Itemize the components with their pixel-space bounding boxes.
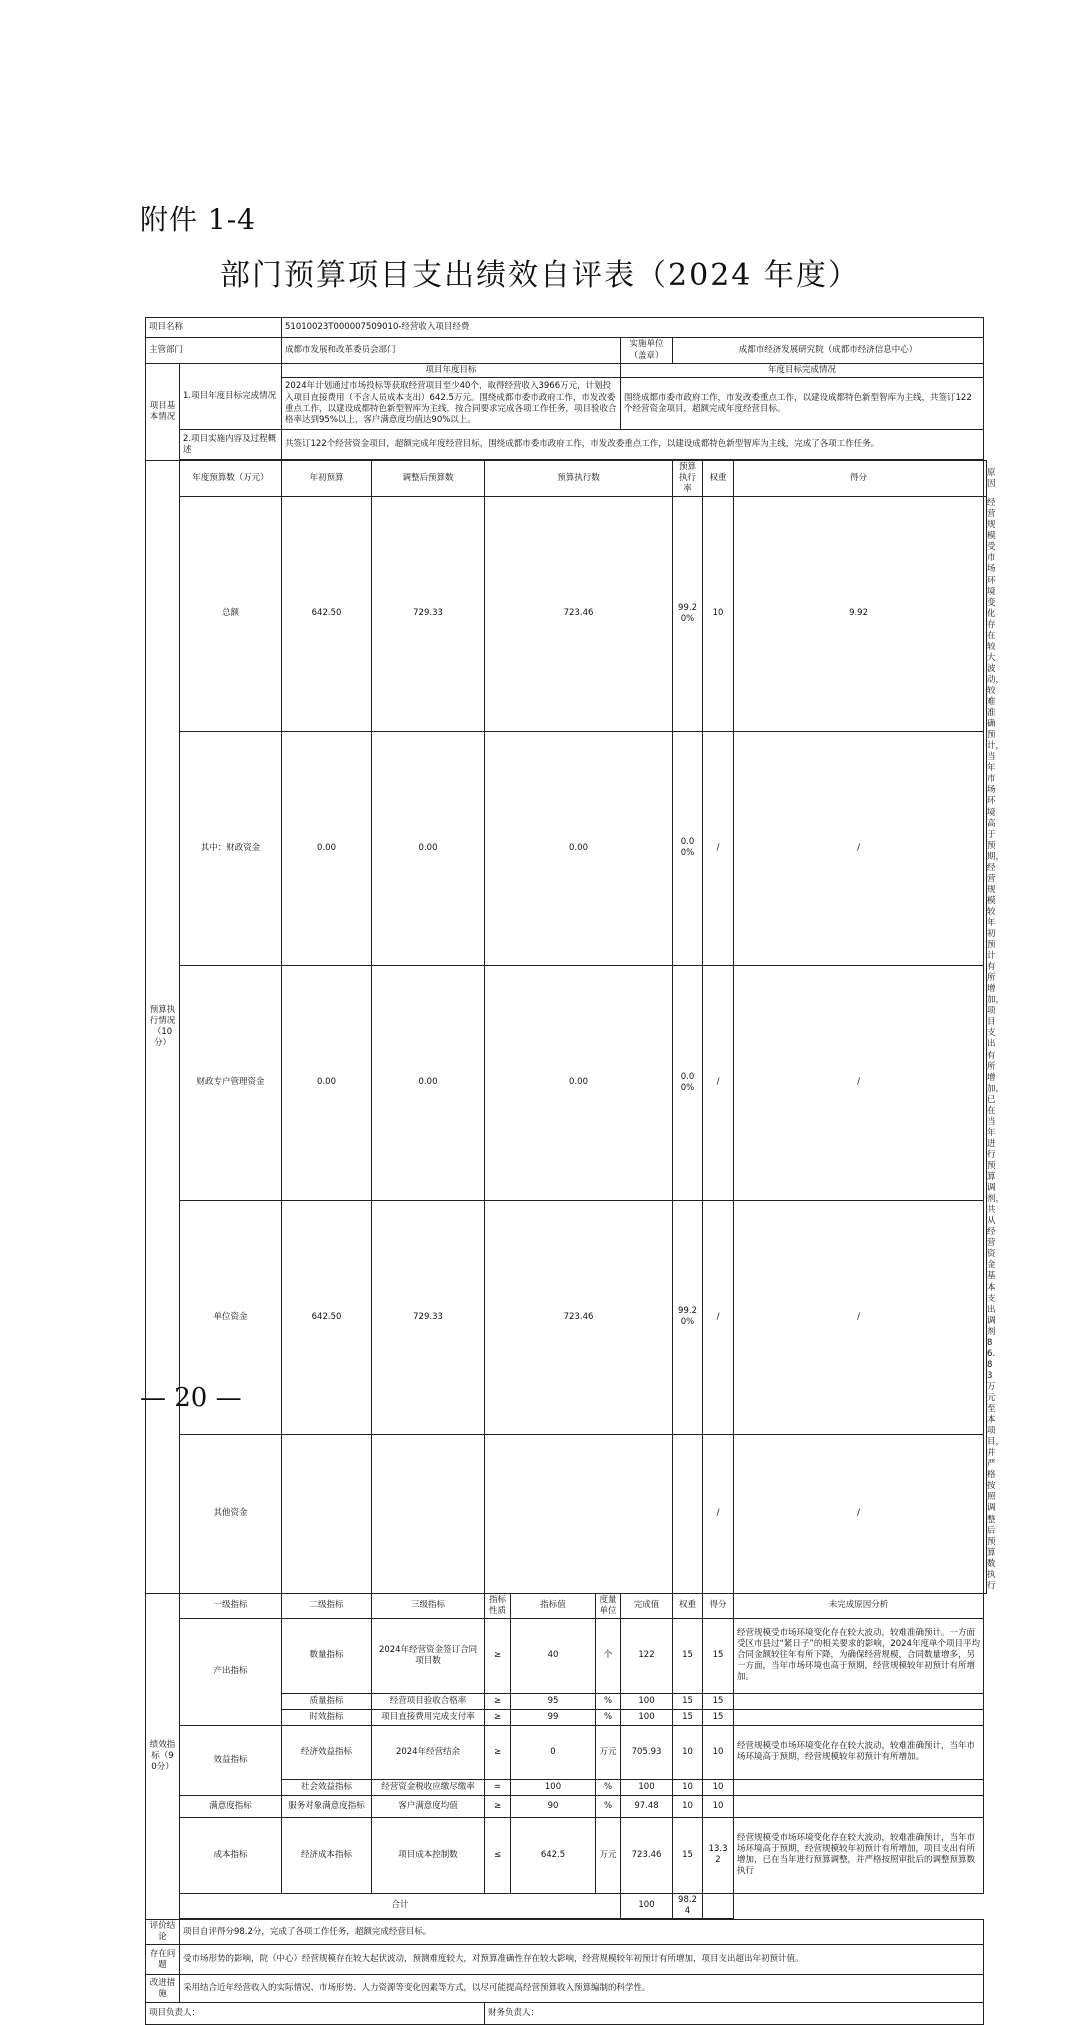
budget-row-other bbox=[146, 1434, 987, 1593]
budget-row-name: 其他资金 bbox=[180, 1434, 282, 1593]
perf-score: 13.32 bbox=[703, 1817, 734, 1893]
budget-rate bbox=[673, 1434, 703, 1593]
perf-level3: 2024年经营结余 bbox=[372, 1725, 485, 1779]
perf-op: ≤ bbox=[485, 1817, 511, 1893]
perf-actual: 723.46 bbox=[621, 1817, 673, 1893]
perf-unit: 万元 bbox=[596, 1817, 621, 1893]
perf-weight: 15 bbox=[673, 1618, 703, 1693]
project-lead-signature: 项目负责人： bbox=[146, 2003, 485, 2025]
perf-total-score: 98.24 bbox=[673, 1893, 703, 1918]
budget-score: / bbox=[734, 731, 984, 965]
perf-level2: 经济效益指标 bbox=[282, 1725, 372, 1779]
perf-op: ≥ bbox=[485, 1709, 511, 1725]
perf-header: 二级指标 bbox=[282, 1593, 372, 1618]
perf-unit: 万元 bbox=[596, 1725, 621, 1779]
budget-weight: / bbox=[703, 731, 734, 965]
perf-header: 三级指标 bbox=[372, 1593, 485, 1618]
budget-executed: 0.00 bbox=[485, 966, 673, 1200]
basic-row2-value: 共签订122个经营资金项目，超额完成年度经营目标，围绕成都市委市政府工作，市发改委重点工作，以建设成都特色新型智库为主线，完成了各项工作任务。 bbox=[282, 430, 984, 460]
improvements-label: 改进措施 bbox=[146, 1975, 180, 2003]
budget-initial: 0.00 bbox=[282, 966, 372, 1200]
budget-rate: 99.20% bbox=[673, 497, 703, 731]
perf-target: 95 bbox=[511, 1693, 596, 1709]
perf-unit: 个 bbox=[596, 1618, 621, 1693]
basic-row1-completion: 围绕成都市委市政府工作，市发改委重点工作，以建设成都特色新型智库为主线，共签订122个经营资金项目，超额完成年度经营目标。 bbox=[621, 378, 984, 430]
budget-row-name: 总额 bbox=[180, 497, 282, 731]
perf-reason bbox=[734, 1779, 984, 1795]
perf-level2: 社会效益指标 bbox=[282, 1779, 372, 1795]
perf-level1-satisfaction: 满意度指标 bbox=[180, 1795, 282, 1817]
impl-unit-value: 成都市经济发展研究院（成都市经济信息中心） bbox=[673, 338, 984, 364]
row-project-name bbox=[146, 318, 987, 338]
budget-executed: 723.46 bbox=[485, 1200, 673, 1434]
perf-target: 642.5 bbox=[511, 1817, 596, 1893]
row-perf-headers bbox=[146, 1593, 987, 1618]
perf-weight: 10 bbox=[673, 1725, 703, 1779]
budget-header: 权重 bbox=[703, 461, 734, 497]
perf-target: 99 bbox=[511, 1709, 596, 1725]
budget-row-fiscal bbox=[146, 731, 987, 965]
budget-initial: 0.00 bbox=[282, 731, 372, 965]
budget-row-special bbox=[146, 966, 987, 1200]
budget-adjusted: 729.33 bbox=[372, 1200, 485, 1434]
project-name-value: 51010023T000007509010-经营收入项目经费 bbox=[282, 318, 984, 338]
basic-row2-label: 2.项目实施内容及过程概述 bbox=[180, 430, 282, 460]
budget-row-total bbox=[146, 497, 987, 731]
budget-weight: / bbox=[703, 1434, 734, 1593]
budget-rate: 99.20% bbox=[673, 1200, 703, 1434]
perf-level2: 服务对象满意度指标 bbox=[282, 1795, 372, 1817]
perf-level3: 经营项目验收合格率 bbox=[372, 1693, 485, 1709]
perf-header: 完成值 bbox=[621, 1593, 673, 1618]
budget-header: 得分 bbox=[734, 461, 984, 497]
perf-score: 15 bbox=[703, 1693, 734, 1709]
perf-score: 10 bbox=[703, 1725, 734, 1779]
perf-weight: 10 bbox=[673, 1795, 703, 1817]
perf-weight: 15 bbox=[673, 1817, 703, 1893]
budget-header: 预算执行率 bbox=[673, 461, 703, 497]
perf-header: 得分 bbox=[703, 1593, 734, 1618]
row-basic-headers bbox=[146, 364, 987, 378]
budget-adjusted: 0.00 bbox=[372, 731, 485, 965]
row-department bbox=[146, 338, 987, 364]
perf-header: 权重 bbox=[673, 1593, 703, 1618]
budget-header: 预算执行数 bbox=[485, 461, 673, 497]
perf-level2: 经济成本指标 bbox=[282, 1817, 372, 1893]
perf-header: 指标性质 bbox=[485, 1593, 511, 1618]
budget-score: / bbox=[734, 1434, 984, 1593]
perf-unit: % bbox=[596, 1795, 621, 1817]
row-signatures bbox=[146, 2003, 987, 2025]
row-improvements bbox=[146, 1975, 987, 2003]
perf-target: 100 bbox=[511, 1779, 596, 1795]
perf-level1-benefit: 效益指标 bbox=[180, 1725, 282, 1795]
perf-header: 度量单位 bbox=[596, 1593, 621, 1618]
budget-header: 年度预算数（万元） bbox=[180, 461, 282, 497]
budget-score: / bbox=[734, 966, 984, 1200]
improvements-value: 采用结合近年经营收入的实际情况、市场形势、人力资源等变化因素等方式，以尽可能提高经营预算收入预算编制的科学性。 bbox=[180, 1975, 984, 2003]
perf-level1-output: 产出指标 bbox=[180, 1618, 282, 1725]
perf-row-quantity bbox=[146, 1618, 987, 1693]
perf-unit: % bbox=[596, 1709, 621, 1725]
budget-header: 调整后预算数 bbox=[372, 461, 485, 497]
perf-level3: 项目直接费用完成支付率 bbox=[372, 1709, 485, 1725]
perf-weight: 15 bbox=[673, 1709, 703, 1725]
budget-adjusted bbox=[372, 1434, 485, 1593]
budget-row-name: 财政专户管理资金 bbox=[180, 966, 282, 1200]
perf-reason bbox=[734, 1693, 984, 1709]
perf-row-total bbox=[146, 1893, 987, 1918]
budget-initial bbox=[282, 1434, 372, 1593]
dept-value: 成都市发展和改革委员会部门 bbox=[282, 338, 621, 364]
budget-weight: 10 bbox=[703, 497, 734, 731]
budget-rate: 0.00% bbox=[673, 731, 703, 965]
perf-row-satisfaction bbox=[146, 1795, 987, 1817]
attachment-label: 附件 1-4 bbox=[140, 203, 256, 236]
conclusion-value: 项目自评得分98.2分，完成了各项工作任务，超额完成经营目标。 bbox=[180, 1920, 984, 1945]
perf-level2: 数量指标 bbox=[282, 1618, 372, 1693]
perf-weight: 15 bbox=[673, 1693, 703, 1709]
budget-header: 年初预算 bbox=[282, 461, 372, 497]
perf-actual: 122 bbox=[621, 1618, 673, 1693]
budget-adjusted: 729.33 bbox=[372, 497, 485, 731]
perf-header: 未完成原因分析 bbox=[734, 1593, 984, 1618]
perf-row-cost bbox=[146, 1817, 987, 1893]
problems-value: 受市场形势的影响，院（中心）经营规模存在较大起伏波动，预测难度较大，对预算准确性存在较大影响，经营规模较年初预计有所增加，项目支出超出年初预计值。 bbox=[180, 1945, 984, 1975]
budget-adjusted: 0.00 bbox=[372, 966, 485, 1200]
perf-score: 10 bbox=[703, 1795, 734, 1817]
budget-section-label: 预算执行情况（10分） bbox=[146, 461, 180, 1594]
perf-score: 15 bbox=[703, 1709, 734, 1725]
perf-op: ≥ bbox=[485, 1795, 511, 1817]
row-problems bbox=[146, 1945, 987, 1975]
perf-actual: 97.48 bbox=[621, 1795, 673, 1817]
basic-row1-goal: 2024年计划通过市场投标等获取经营项目至少40个，取得经营收入3966万元，计划投入项目直接费用（不含人员成本支出）642.5万元。围绕成都市委市政府工作，市发改委重点工作，以建设成都特色新型智库为主线，按合同要求完成各项工作任务，项目验收合格率达到95%以上，客户满意度均值达90%以上。 bbox=[282, 378, 621, 430]
perf-level1-cost: 成本指标 bbox=[180, 1817, 282, 1893]
perf-op: ≥ bbox=[485, 1725, 511, 1779]
row-budget-headers bbox=[146, 461, 987, 497]
annual-goal-header: 项目年度目标 bbox=[282, 364, 621, 378]
perf-actual: 100 bbox=[621, 1693, 673, 1709]
row-conclusion bbox=[146, 1920, 987, 1945]
budget-reason: 经营规模受市场环境变化存在较大波动，较难准确预计，当年市场环境高于预期，经营规模较年初预计有所增加，项目支出有所增加，已在当年进行预算调剂，共从经营资金基本支出调剂86.83万元至本项目，并严格按照调整后预算数执行 bbox=[984, 497, 987, 1594]
perf-level3: 经营资金税收应缴尽缴率 bbox=[372, 1779, 485, 1795]
budget-rate: 0.00% bbox=[673, 966, 703, 1200]
budget-weight: / bbox=[703, 1200, 734, 1434]
perf-reason bbox=[734, 1795, 984, 1817]
perf-op: = bbox=[485, 1779, 511, 1795]
perf-actual: 100 bbox=[621, 1709, 673, 1725]
budget-initial: 642.50 bbox=[282, 497, 372, 731]
perf-level2: 质量指标 bbox=[282, 1693, 372, 1709]
row-basic-process bbox=[146, 430, 987, 460]
perf-total-reason bbox=[703, 1893, 734, 1918]
perf-total-label: 合计 bbox=[180, 1893, 621, 1918]
perf-unit: % bbox=[596, 1779, 621, 1795]
budget-row-name: 单位资金 bbox=[180, 1200, 282, 1434]
perf-actual: 705.93 bbox=[621, 1725, 673, 1779]
basic-section-label: 项目基本情况 bbox=[146, 364, 180, 461]
perf-level2: 时效指标 bbox=[282, 1709, 372, 1725]
dept-label: 主管部门 bbox=[146, 338, 282, 364]
budget-row-name: 其中：财政资金 bbox=[180, 731, 282, 965]
perf-weight: 10 bbox=[673, 1779, 703, 1795]
budget-executed bbox=[485, 1434, 673, 1593]
perf-op: ≥ bbox=[485, 1618, 511, 1693]
budget-header: 原因 bbox=[984, 461, 987, 497]
perf-header: 一级指标 bbox=[180, 1593, 282, 1618]
perf-total-weight: 100 bbox=[621, 1893, 673, 1918]
perf-reason: 经营规模受市场环境变化存在较大波动，较难准确预计。一方面受区市县过“紧日子”的相关要求的影响，2024年度单个项目平均合同金额较往年有所下降，为确保经营规模，合同数量增多，另一方面，当年市场环境也高于预期，经营规模较年初预计有所增加。 bbox=[734, 1618, 984, 1693]
conclusion-label: 评价结论 bbox=[146, 1920, 180, 1945]
perf-score: 15 bbox=[703, 1618, 734, 1693]
budget-score: / bbox=[734, 1200, 984, 1434]
project-name-label: 项目名称 bbox=[146, 318, 282, 338]
perf-reason: 经营规模受市场环境变化存在较大波动，较难准确预计，当年市场环境高于预期，经营规模较年初预计有所增加。 bbox=[734, 1725, 984, 1779]
perf-target: 0 bbox=[511, 1725, 596, 1779]
page-title: 部门预算项目支出绩效自评表（2024 年度） bbox=[220, 258, 860, 293]
perf-header: 指标值 bbox=[511, 1593, 596, 1618]
problems-label: 存在问题 bbox=[146, 1945, 180, 1975]
perf-unit: % bbox=[596, 1693, 621, 1709]
perf-level3: 客户满意度均值 bbox=[372, 1795, 485, 1817]
budget-row-unit bbox=[146, 1200, 987, 1434]
perf-level3: 2024年经营资金签订合同项目数 bbox=[372, 1618, 485, 1693]
basic-row1-label: 1.项目年度目标完成情况 bbox=[180, 364, 282, 430]
budget-executed: 0.00 bbox=[485, 731, 673, 965]
perf-score: 10 bbox=[703, 1779, 734, 1795]
budget-score: 9.92 bbox=[734, 497, 984, 731]
perf-reason: 经营规模受市场环境变化存在较大波动，较难准确预计，当年市场环境高于预期，经营规模较年初预计有所增加，项目支出有所增加，已在当年进行预算调整，并严格按照审批后的调整预算数执行 bbox=[734, 1817, 984, 1893]
budget-weight: / bbox=[703, 966, 734, 1200]
budget-initial: 642.50 bbox=[282, 1200, 372, 1434]
perf-reason bbox=[734, 1709, 984, 1725]
perf-section-label: 绩效指标（90分） bbox=[146, 1593, 180, 1919]
completion-header: 年度目标完成情况 bbox=[621, 364, 984, 378]
perf-op: ≥ bbox=[485, 1693, 511, 1709]
perf-target: 90 bbox=[511, 1795, 596, 1817]
impl-unit-label: 实施单位（盖章） bbox=[621, 338, 673, 364]
perf-row-economic bbox=[146, 1725, 987, 1779]
page-number: — 20 — bbox=[140, 1383, 242, 1413]
evaluation-table bbox=[145, 317, 1005, 2025]
perf-level3: 项目成本控制数 bbox=[372, 1817, 485, 1893]
finance-lead-signature: 财务负责人： bbox=[485, 2003, 984, 2025]
budget-executed: 723.46 bbox=[485, 497, 673, 731]
perf-target: 40 bbox=[511, 1618, 596, 1693]
perf-actual: 100 bbox=[621, 1779, 673, 1795]
